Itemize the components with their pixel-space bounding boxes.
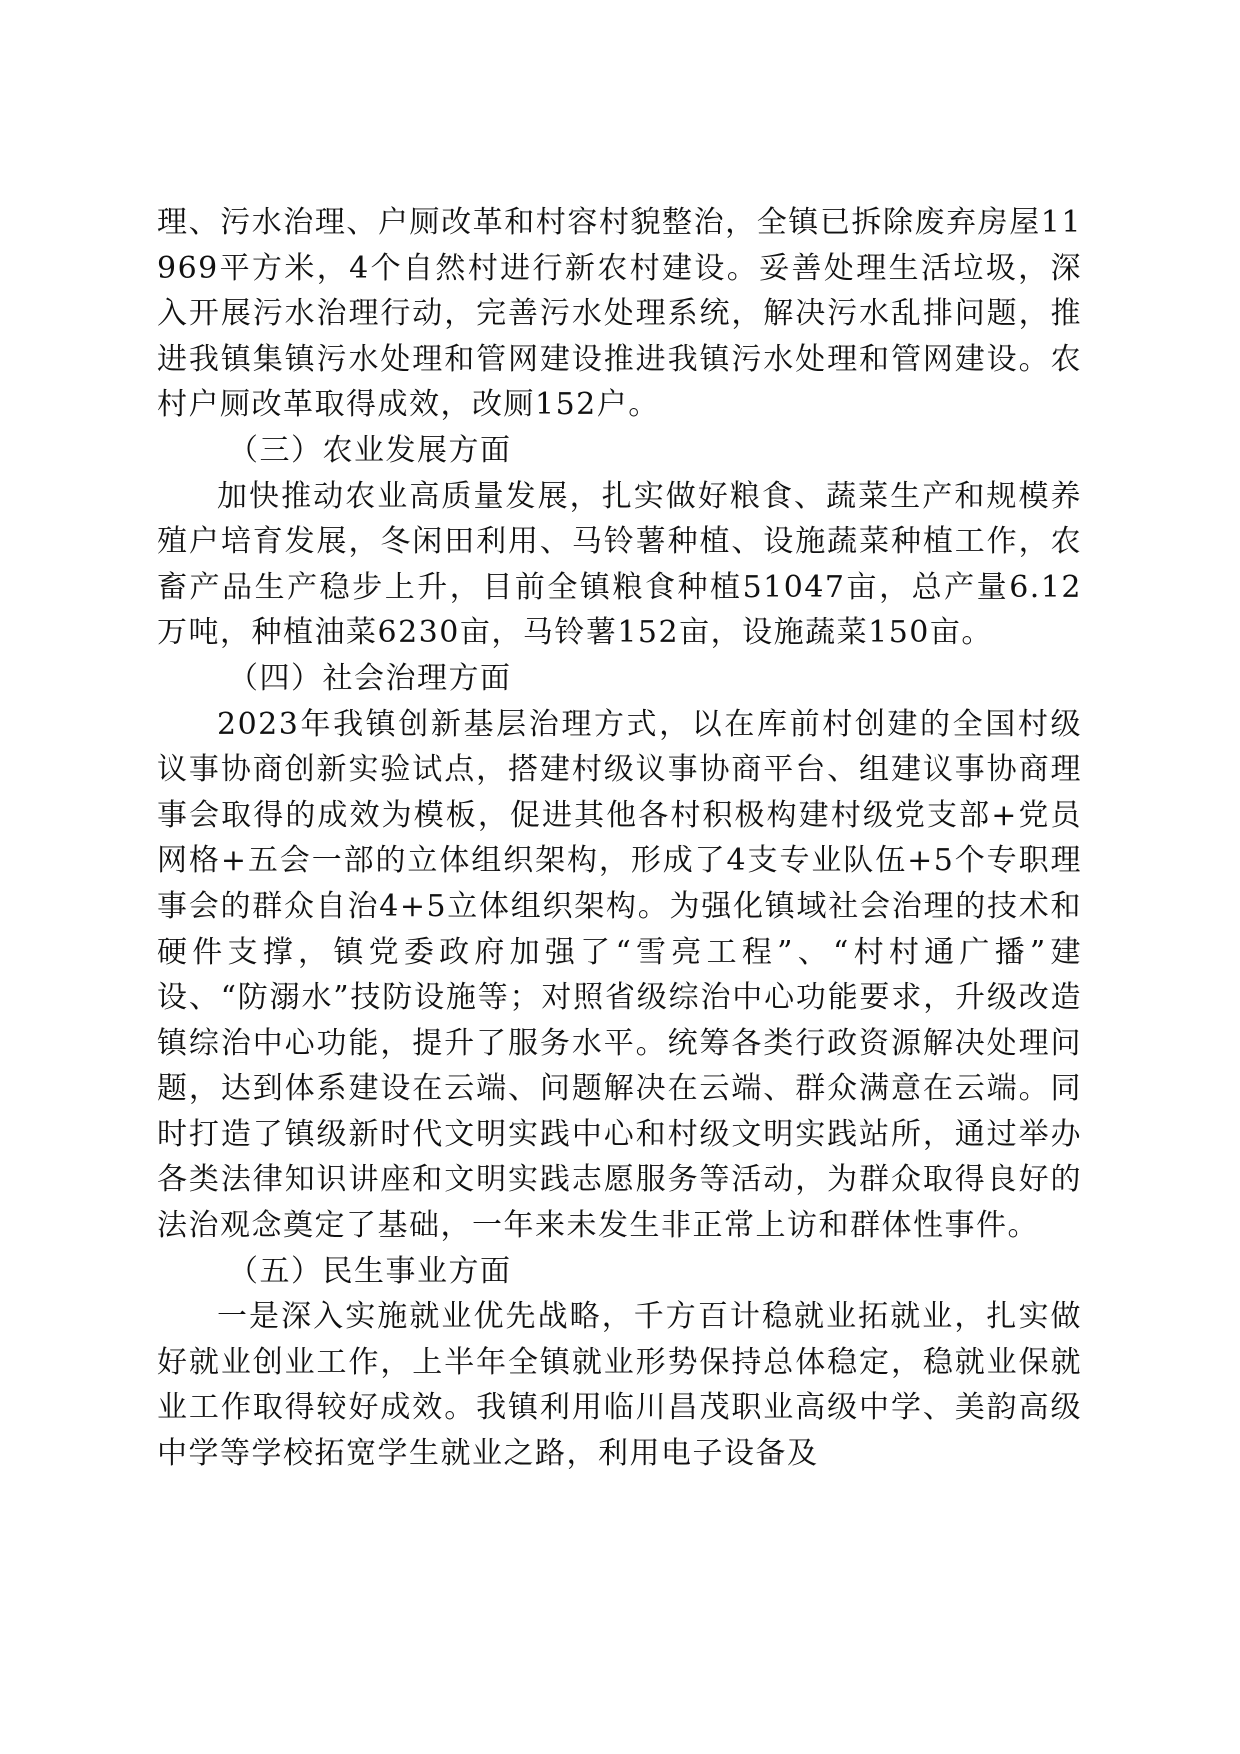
- section-heading-social-governance: （四）社会治理方面: [228, 660, 512, 696]
- paragraph-livelihood: 一是深入实施就业优先战略，千方百计稳就业拓就业，扎实做好就业创业工作，上半年全镇就业形势保持总体稳定，稳就业保就业工作取得较好成效。我镇利用临川昌茂职业高级中学、美韵高级中学等学校拓宽学生就业之路，利用电子设备及: [157, 1299, 1082, 1472]
- paragraph-agriculture: 加快推动农业高质量发展，扎实做好粮食、蔬菜生产和规模养殖户培育发展，冬闲田利用、马铃薯种植、设施蔬菜种植工作，农畜产品生产稳步上升，目前全镇粮食种植51047亩，总产量6.12万吨，种植油菜6230亩，马铃薯152亩，设施蔬菜150亩。: [157, 478, 1082, 651]
- paragraph-social-governance: 2023年我镇创新基层治理方式，以在库前村创建的全国村级议事协商创新实验试点，搭建村级议事协商平台、组建议事协商理事会取得的成效为模板，促进其他各村积极构建村级党支部+党员网格+五会一部的立体组织架构，形成了4支专业队伍+5个专职理事会的群众自治4+5立体组织架构。为强化镇域社会治理的技术和硬件支撑，镇党委政府加强了“雪亮工程”、“村村通广播”建设、“防溺水”技防设施等；对照省级综治中心功能要求，升级改造镇综治中心功能，提升了服务水平。统筹各类行政资源解决处理问题，达到体系建设在云端、问题解决在云端、群众满意在云端。同时打造了镇级新时代文明实践中心和村级文明实践站所，通过举办各类法律知识讲座和文明实践志愿服务等活动，为群众取得良好的法治观念奠定了基础，一年来未发生非正常上访和群体性事件。: [157, 706, 1082, 1244]
- section-heading-livelihood: （五）民生事业方面: [228, 1253, 512, 1289]
- section-heading-agriculture: （三）农业发展方面: [228, 432, 512, 468]
- document-body: [157, 200, 1082, 1477]
- paragraph-sanitation: 理、污水治理、户厕改革和村容村貌整治，全镇已拆除废弃房屋11969平方米，4个自然村进行新农村建设。妥善处理生活垃圾，深入开展污水治理行动，完善污水处理系统，解决污水乱排问题，推进我镇集镇污水处理和管网建设推进我镇污水处理和管网建设。农村户厕改革取得成效，改厕152户。: [157, 205, 1082, 423]
